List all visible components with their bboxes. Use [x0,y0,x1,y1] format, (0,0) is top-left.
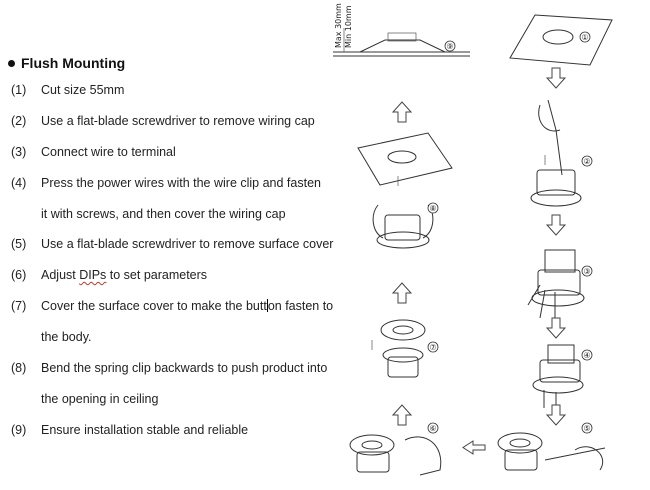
step-number: (9) [11,423,27,437]
step-marker-4: ④ [583,351,591,360]
step-text: Adjust [41,268,80,282]
step-number: (8) [11,361,27,375]
spellcheck-marked-word: DIPs [79,268,107,282]
step-number: (2) [11,114,27,128]
step-8-continuation: the opening in ceiling [41,392,159,406]
step-text: Press the power wires with the wire clip and fasten [41,176,321,190]
arrow-down-icon [547,405,565,425]
figure-5-remove-surface-cover [498,423,605,470]
dimension-label: Max 30mm [334,3,343,48]
arrow-left-icon [463,441,485,454]
step-text: Use a flat-blade screwdriver to remove wiring cap [41,114,315,128]
figure-9-installed [333,3,470,56]
step-marker-8: ⑧ [429,204,437,213]
arrow-down-icon [547,215,565,235]
figure-2-remove-wiring-cap [531,100,592,206]
arrow-down-icon [547,318,565,338]
arrow-down-icon [547,68,565,88]
dimension-label: Min 10mm [344,5,353,48]
arrow-up-icon [393,102,411,122]
step-number: (5) [11,237,27,251]
flow-arrows [393,68,565,454]
step-text: Connect wire to terminal [41,145,176,159]
step-marker-2: ② [583,157,591,166]
step-number: (7) [11,299,27,313]
step-marker-3: ③ [583,267,591,276]
step-text: Bend the spring clip backwards to push product into [41,361,328,375]
step-number: (1) [11,83,27,97]
step-text: Cover the surface cover to make the butt [41,299,267,313]
step-marker-9: ⑨ [446,42,454,51]
step-text: Ensure installation stable and reliable [41,423,249,437]
step-marker-7: ⑦ [429,343,437,352]
figure-3-connect-wires [528,250,592,318]
step-number: (4) [11,176,27,190]
step-number: (3) [11,145,27,159]
step-marker-1: ① [581,33,589,42]
heading-text: Flush Mounting [21,55,126,71]
step-number: (6) [11,268,27,282]
step-text: Cut size 55mm [41,83,125,97]
figure-7-cover-surface [372,320,438,377]
step-text-end: on fasten to [267,299,334,313]
step-7-continuation: the body. [41,330,92,344]
figure-8-spring-clip [358,133,452,248]
step-marker-6: ⑥ [429,424,437,433]
figure-6-adjust-dips [350,423,441,475]
step-4-continuation: it with screws, and then cover the wiring cap [41,207,286,221]
figure-1-cut-hole [510,15,612,65]
step-text: Use a flat-blade screwdriver to remove surface cover [41,237,334,251]
step-text-end: to set parameters [106,268,208,282]
step-marker-5: ⑤ [583,424,591,433]
figure-4-wire-clip [533,345,592,408]
arrow-up-icon [393,405,411,425]
arrow-up-icon [393,283,411,303]
